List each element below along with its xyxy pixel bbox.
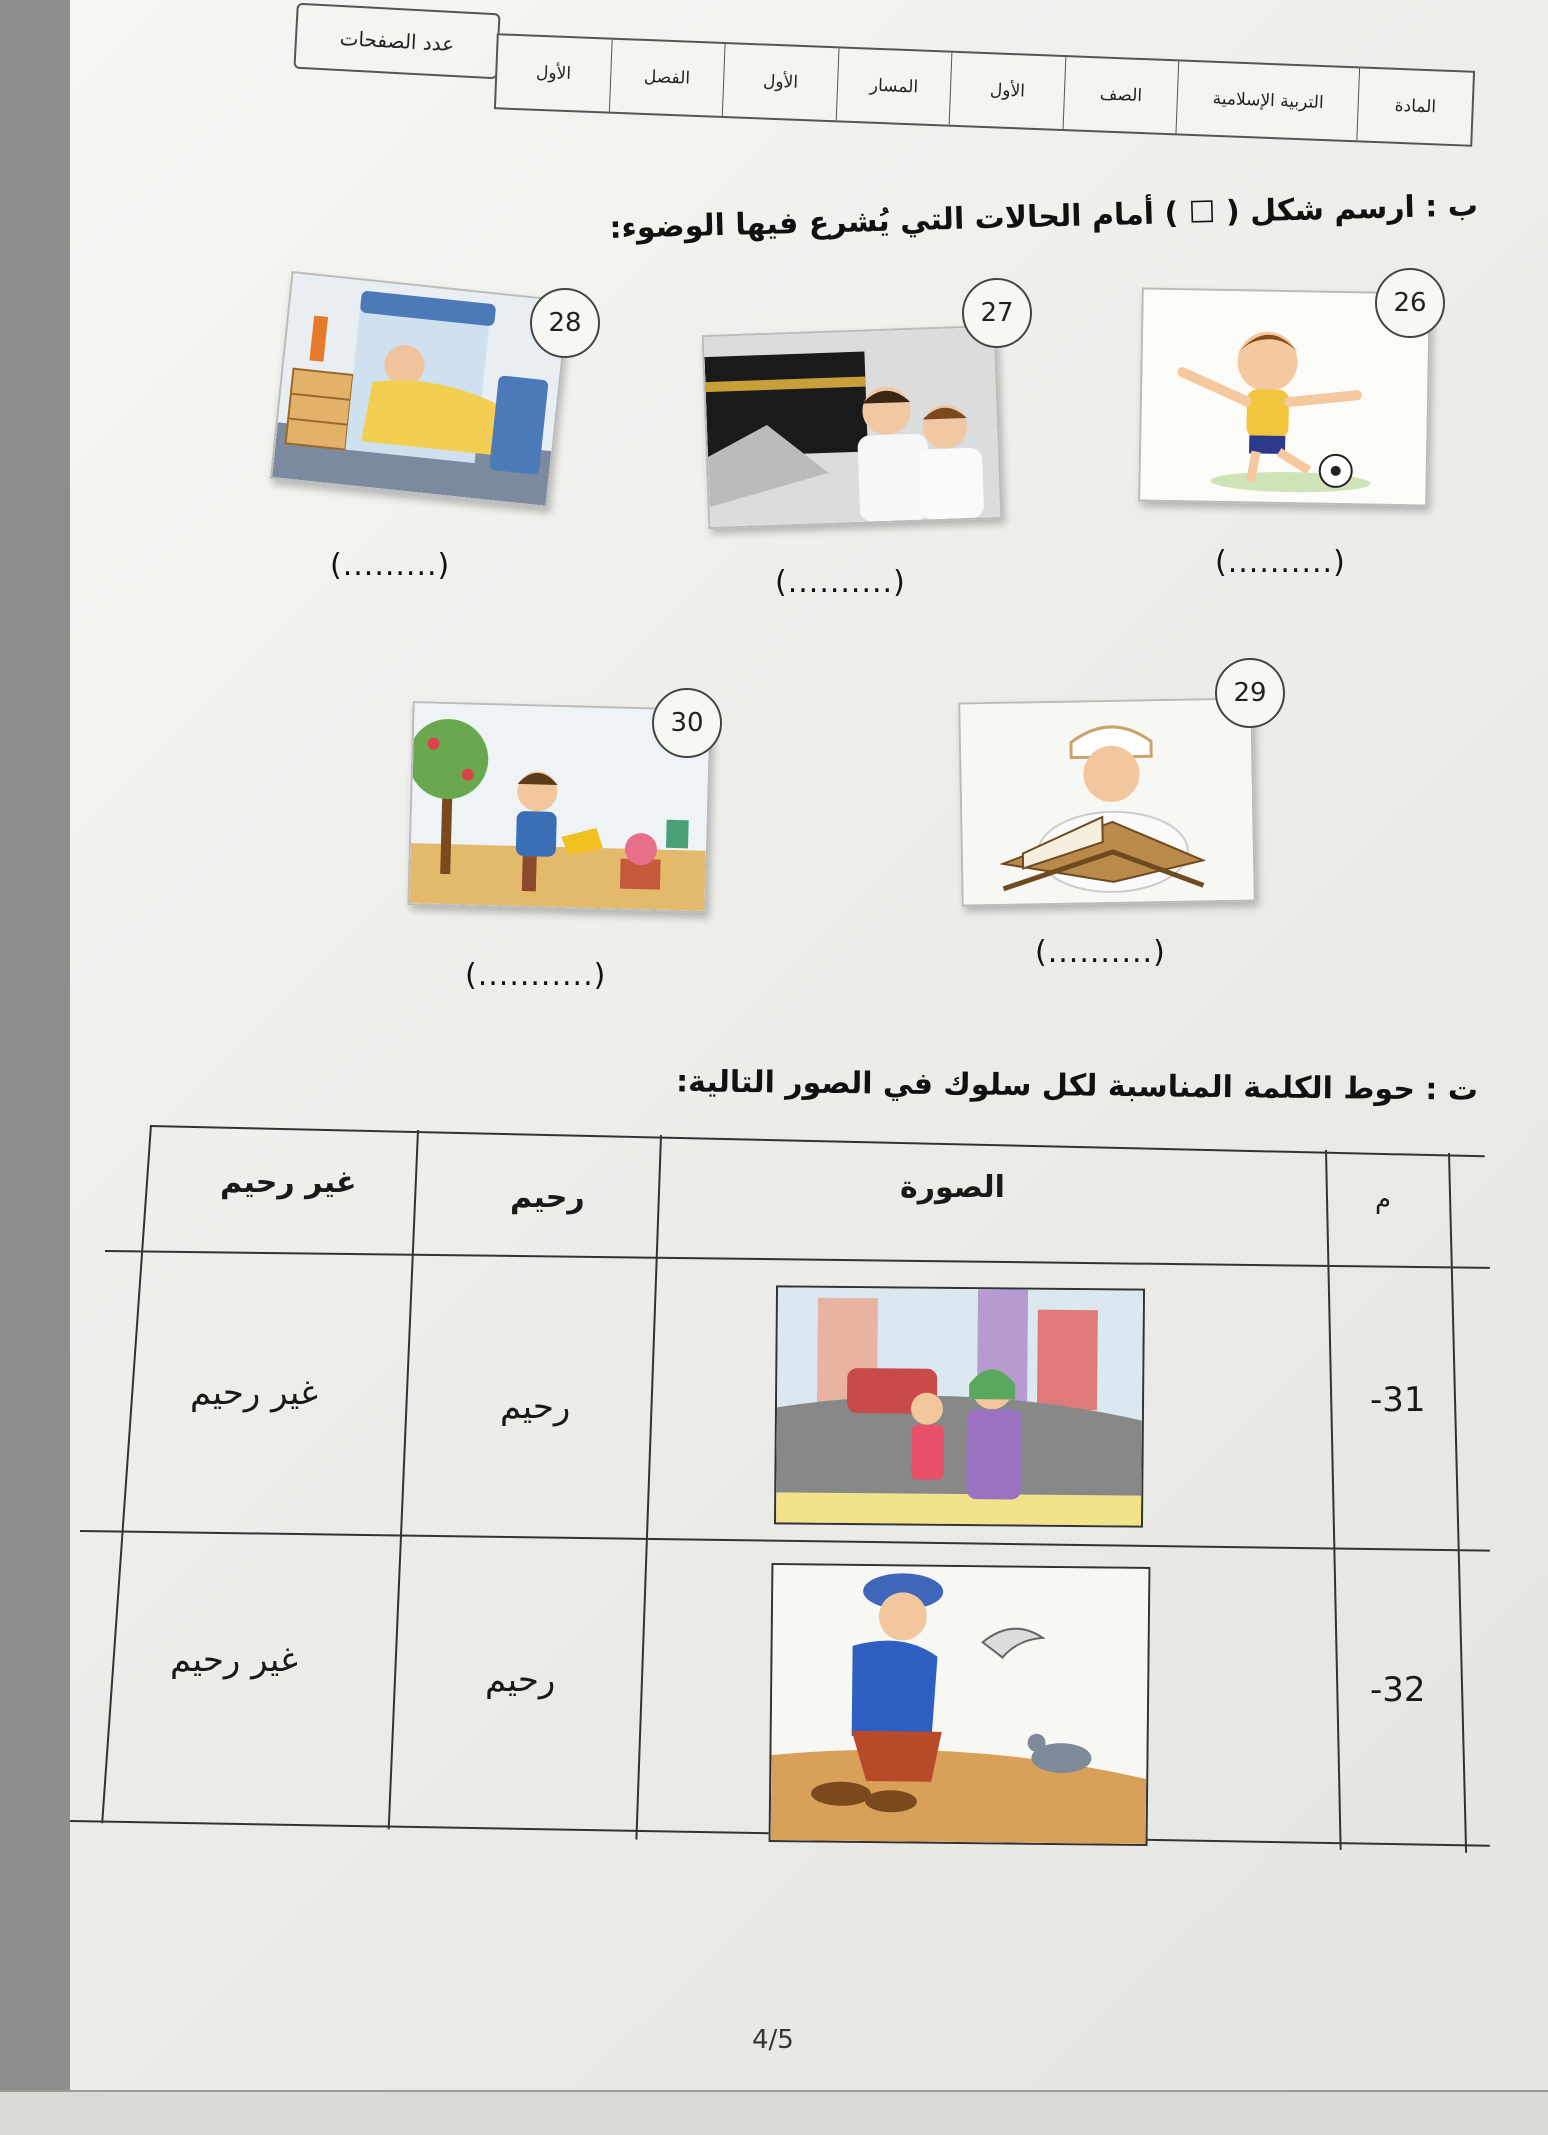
row-picture-31	[774, 1285, 1145, 1527]
behavior-table	[70, 1125, 1490, 1845]
header-cell-track-label: المسار	[835, 48, 951, 124]
boy-reading-quran-icon	[960, 699, 1253, 904]
page-bottom-edge	[0, 2090, 1548, 2135]
child-sleeping-in-bed-icon	[272, 273, 567, 506]
row-32-option-not-merciful[interactable]: غير رحيم	[170, 1640, 298, 1680]
row-31-option-not-merciful[interactable]: غير رحيم	[190, 1373, 318, 1413]
header-cell-term: الأول	[535, 62, 572, 85]
column-header-index: م	[1375, 1185, 1392, 1215]
header-cell-subject-label: المادة	[1357, 68, 1473, 144]
page-number: 4/5	[752, 2025, 794, 2055]
answer-blank-29[interactable]: (..........)	[1035, 935, 1166, 970]
header-cell-track: الأول	[722, 44, 838, 120]
child-feeding-pigeons-icon	[771, 1565, 1149, 1844]
column-header-merciful: رحيم	[510, 1180, 585, 1215]
answer-blank-27[interactable]: (..........)	[775, 565, 906, 600]
pages-count-label: عدد الصفحات	[339, 26, 455, 56]
answer-blank-26[interactable]: (..........)	[1215, 545, 1346, 580]
header-cell-grade-label: الصف	[1062, 57, 1178, 133]
item-number-29: 29	[1215, 658, 1285, 728]
column-header-picture: الصورة	[900, 1170, 1005, 1205]
item-number-27: 27	[962, 278, 1032, 348]
girl-helping-elderly-woman-cross-street-icon	[776, 1287, 1143, 1525]
picture-card-28	[270, 271, 569, 508]
section-b-title: ب : ارسم شكل ( ☐ ) أمام الحالات التي يُشرع فيها الوضوء:	[609, 188, 1479, 246]
pages-count-cell	[293, 3, 500, 80]
row-index-31: 31-	[1370, 1380, 1426, 1420]
header-cell-grade: الأول	[949, 53, 1065, 129]
section-t-title: ت : حوط الكلمة المناسبة لكل سلوك في الصور التالية:	[675, 1064, 1479, 1108]
row-32-option-merciful[interactable]: رحيم	[485, 1660, 556, 1700]
row-31-option-merciful[interactable]: رحيم	[500, 1387, 571, 1427]
answer-blank-30[interactable]: (...........)	[465, 958, 607, 993]
item-number-28: 28	[530, 288, 600, 358]
row-index-32: 32-	[1370, 1670, 1426, 1710]
item-number-26: 26	[1375, 268, 1445, 338]
header-cell-term-label: الفصل	[608, 40, 724, 116]
pilgrims-at-kaaba-icon	[704, 327, 1000, 527]
answer-blank-28[interactable]: (.........)	[330, 548, 451, 583]
picture-card-29	[958, 697, 1256, 906]
column-header-not-merciful: غير رحيم	[220, 1165, 357, 1200]
header-cell-subject: التربية الإسلامية	[1176, 61, 1360, 140]
item-number-30: 30	[652, 688, 722, 758]
row-picture-32	[769, 1563, 1151, 1846]
picture-card-27	[702, 325, 1003, 529]
